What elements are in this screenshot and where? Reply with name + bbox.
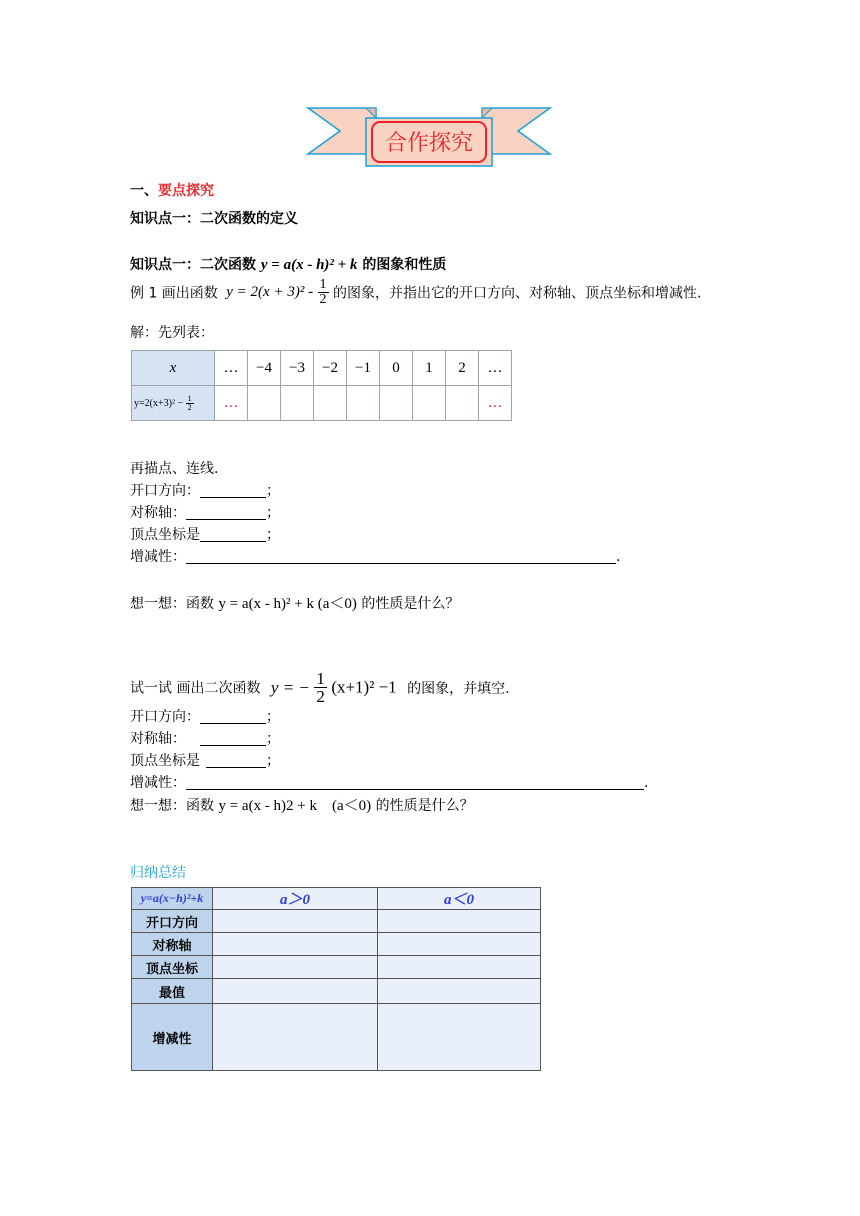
fraction-denominator: 2: [316, 687, 325, 706]
vertex-label: 顶点坐标是: [130, 753, 200, 769]
knowledge-point-2: [130, 254, 446, 274]
banner-title: 合作探究: [384, 131, 473, 156]
think-2-text-b: 的性质是什么？: [375, 798, 474, 814]
knowledge-point-1: 知识点一：二次函数的定义: [130, 211, 298, 227]
table-row: [132, 1004, 541, 1071]
period: .: [644, 775, 649, 791]
table-header-row: [132, 351, 512, 386]
monotonic-label: 增减性：: [130, 775, 186, 791]
example-1-fraction: [318, 278, 329, 307]
table-row: [132, 386, 512, 421]
table-header-cell: −4: [248, 351, 281, 386]
row-label: 增减性: [132, 1004, 213, 1071]
plot-instruction: 再描点、连线.: [130, 461, 219, 477]
try-formula-prefix: y = −: [270, 677, 310, 697]
vertex-blank[interactable]: [200, 527, 266, 542]
axis-blank[interactable]: [186, 505, 266, 520]
table-cell[interactable]: [213, 933, 378, 956]
think-2-text-a: 想一想：函数: [130, 798, 214, 814]
table-cell[interactable]: [380, 386, 413, 421]
section-prefix: 一、: [130, 183, 158, 199]
think-1-formula: y = a(x - h)² + k (a＜0): [218, 596, 357, 612]
table-header-cell: 1: [413, 351, 446, 386]
fraction-numerator: 1: [316, 669, 325, 688]
monotonic-blank[interactable]: [186, 549, 616, 564]
table-cell[interactable]: [413, 386, 446, 421]
table-header-cell: 0: [380, 351, 413, 386]
fraction-denominator: 2: [319, 292, 327, 307]
semicolon: ；: [266, 483, 280, 499]
semicolon: ；: [266, 709, 280, 725]
open-direction-label: 开口方向：: [130, 709, 200, 725]
table-cell[interactable]: [213, 979, 378, 1004]
monotonic-blank[interactable]: [186, 775, 644, 790]
summary-table: [131, 887, 541, 1071]
table-header-cell: −1: [347, 351, 380, 386]
table-header-cell: −3: [281, 351, 314, 386]
axis-label: 对称轴：: [130, 505, 186, 521]
try-rest: 的图象，并填空.: [407, 680, 510, 697]
fraction-numerator: 1: [187, 393, 192, 403]
monotonic-line: [130, 546, 620, 566]
row-label: 对称轴: [132, 933, 213, 956]
summary-header-label: y=a(x−h)²+k: [132, 888, 213, 910]
semicolon: ；: [266, 505, 280, 521]
example-1-formula: y = 2(x + 3)² -: [226, 284, 314, 300]
think-1-text-b: 的性质是什么？: [361, 596, 460, 612]
table-row: [132, 933, 541, 956]
vertex-line-2: [130, 750, 280, 770]
row-label-cell: [132, 386, 215, 421]
table-row: [132, 979, 541, 1004]
table-cell[interactable]: [378, 1004, 541, 1071]
axis-blank[interactable]: [200, 731, 266, 746]
table-cell[interactable]: [314, 386, 347, 421]
table-cell[interactable]: [281, 386, 314, 421]
try-it: [130, 670, 510, 705]
monotonic-label: 增减性：: [130, 549, 186, 565]
row-label-fraction: [186, 395, 194, 412]
try-formula-suffix: (x+1)² −1: [331, 677, 397, 697]
open-direction-blank[interactable]: [200, 709, 266, 724]
think-1: [130, 592, 459, 613]
semicolon: ；: [266, 527, 280, 543]
row-label: y=2(x+3)² −: [134, 397, 184, 409]
summary-title: 归纳总结: [130, 865, 186, 881]
monotonic-line-2: [130, 772, 648, 792]
semicolon: ；: [266, 731, 280, 747]
vertex-line: [130, 524, 280, 544]
value-table: [131, 350, 512, 421]
open-direction-blank[interactable]: [200, 483, 266, 498]
table-header-cell: −2: [314, 351, 347, 386]
try-label: 试一试 画出二次函数: [130, 680, 261, 697]
table-cell[interactable]: [213, 956, 378, 979]
summary-col-2: a＜0: [378, 888, 541, 910]
try-fraction: [314, 670, 327, 705]
table-cell: …: [479, 386, 512, 421]
kp2-formula: y = a(x - h)² + k: [260, 257, 358, 273]
table-header-cell: …: [479, 351, 512, 386]
kp2-suffix: 的图象和性质: [362, 257, 447, 273]
table-cell[interactable]: [213, 910, 378, 933]
example-1-rest: 的图象，并指出它的开口方向、对称轴、顶点坐标和增减性.: [332, 285, 702, 302]
table-cell[interactable]: [213, 1004, 378, 1071]
open-direction-line-2: [130, 706, 280, 726]
table-row: [132, 910, 541, 933]
think-2: [130, 794, 474, 815]
table-cell[interactable]: [378, 979, 541, 1004]
table-cell[interactable]: [378, 933, 541, 956]
row-label: 开口方向: [132, 910, 213, 933]
think-2-formula: y = a(x - h)2 + k (a＜0): [218, 798, 372, 814]
table-row: [132, 956, 541, 979]
think-1-text-a: 想一想：函数: [130, 596, 214, 612]
table-cell[interactable]: [378, 956, 541, 979]
banner: [306, 104, 552, 168]
summary-header-row: [132, 888, 541, 910]
table-header-cell: …: [215, 351, 248, 386]
kp2-prefix: 知识点一：二次函数: [130, 257, 256, 273]
table-cell: …: [215, 386, 248, 421]
table-cell[interactable]: [446, 386, 479, 421]
summary-col-1: a＞0: [213, 888, 378, 910]
semicolon: ；: [266, 753, 280, 769]
section-heading: [130, 180, 214, 200]
open-direction-label: 开口方向：: [130, 483, 200, 499]
table-cell[interactable]: [378, 910, 541, 933]
section-title: 要点探究: [158, 183, 214, 199]
table-cell[interactable]: [248, 386, 281, 421]
row-label: 最值: [132, 979, 213, 1004]
fraction-denominator: 2: [187, 402, 192, 412]
axis-label: 对称轴：: [130, 731, 186, 747]
vertex-label: 顶点坐标是: [130, 527, 200, 543]
axis-line-2: [130, 728, 280, 748]
vertex-blank[interactable]: [206, 753, 266, 768]
row-label: 顶点坐标: [132, 956, 213, 979]
fraction-numerator: 1: [319, 277, 327, 292]
open-direction-line: [130, 480, 280, 500]
example-1-label: 例 1 画出函数: [130, 285, 218, 302]
solution-text: 解：先列表：: [130, 325, 214, 341]
example-1: [130, 278, 701, 307]
table-header-cell: x: [132, 351, 215, 386]
period: .: [616, 549, 621, 565]
axis-line: [130, 502, 280, 522]
table-cell[interactable]: [347, 386, 380, 421]
table-header-cell: 2: [446, 351, 479, 386]
